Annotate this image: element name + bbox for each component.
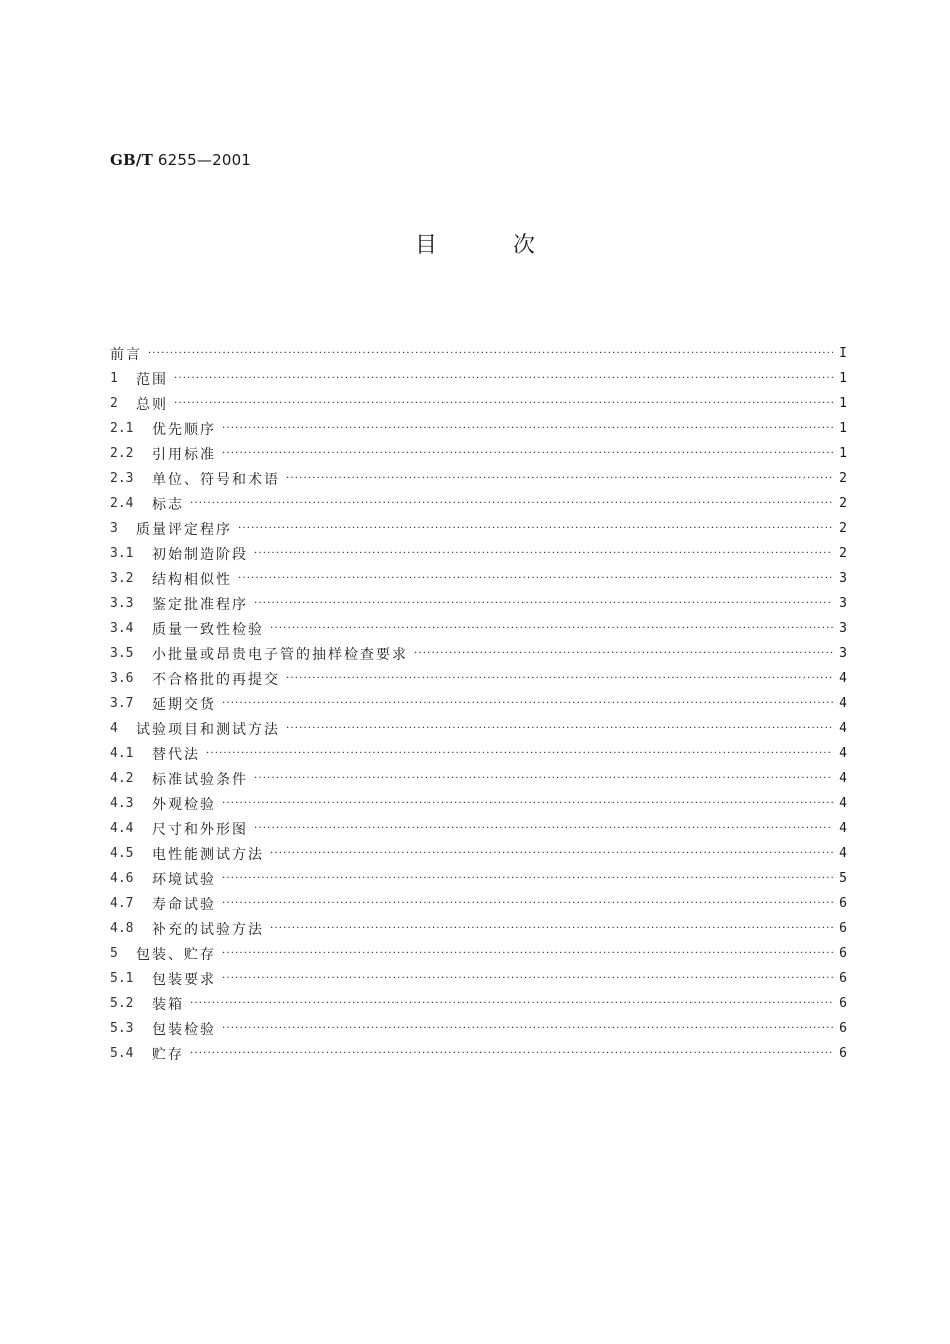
toc-entry[interactable] [110,1041,847,1066]
toc-entry-number: 4.8 [110,921,134,936]
toc-leader-dots [174,398,833,409]
toc-entry-label: 包装、贮存 [136,946,216,963]
toc-entry-page: 2 [839,546,847,561]
toc-entry-label: 总则 [136,396,168,413]
toc-leader-dots [254,598,833,609]
toc-leader-dots [222,698,833,709]
toc-entry-number: 3.7 [110,696,134,711]
toc-leader-dots [190,998,833,1009]
toc-entry[interactable] [110,466,847,491]
toc-entry[interactable] [110,341,847,366]
toc-entry-label: 范围 [136,371,168,388]
toc-leader-dots [254,773,833,784]
toc-entry-label: 环境试验 [152,871,216,888]
toc-entry-page: 4 [839,796,847,811]
toc-entry-number: 2.1 [110,421,134,436]
toc-entry-number: 3 [110,521,118,536]
toc-entry-label: 优先顺序 [152,421,216,438]
toc-leader-dots [222,448,833,459]
toc-entry[interactable] [110,1016,847,1041]
toc-leader-dots [222,873,833,884]
toc-entry-page: 4 [839,721,847,736]
toc-entry-number: 5.4 [110,1046,134,1061]
toc-entry-number: 2.2 [110,446,134,461]
toc-entry-label: 补充的试验方法 [152,921,264,938]
toc-entry-label: 初始制造阶段 [152,546,248,563]
toc-entry-page: 6 [839,996,847,1011]
toc-entry[interactable] [110,566,847,591]
toc-entry-number: 3.4 [110,621,134,636]
toc-entry-number: 3.2 [110,571,134,586]
toc-entry-label: 标准试验条件 [152,771,248,788]
toc-entry-number: 4.1 [110,746,134,761]
toc-entry-label: 质量评定程序 [136,521,232,538]
toc-entry-label: 试验项目和测试方法 [136,721,280,738]
toc-entry[interactable] [110,866,847,891]
toc-entry[interactable] [110,591,847,616]
toc-entry[interactable] [110,691,847,716]
toc-entry-page: 6 [839,1046,847,1061]
toc-entry-page: 1 [839,396,847,411]
toc-entry-number: 1 [110,371,118,386]
toc-entry-page: 3 [839,621,847,636]
toc-entry[interactable] [110,366,847,391]
toc-entry-page: 4 [839,821,847,836]
toc-entry-page: 6 [839,921,847,936]
toc-leader-dots [190,1048,833,1059]
standard-prefix: GB/T [110,151,153,169]
toc-entry-page: 4 [839,771,847,786]
toc-entry[interactable] [110,816,847,841]
toc-entry-label: 包装检验 [152,1021,216,1038]
toc-leader-dots [270,848,833,859]
toc-entry-label: 鉴定批准程序 [152,596,248,613]
toc-entry-label: 结构相似性 [152,571,232,588]
toc-leader-dots [254,823,833,834]
toc-leader-dots [222,973,833,984]
toc-entry[interactable] [110,741,847,766]
toc-entry-page: 6 [839,896,847,911]
toc-entry[interactable] [110,966,847,991]
toc-entry[interactable] [110,766,847,791]
toc-entry-label: 延期交货 [152,696,216,713]
toc-entry-number: 3.3 [110,596,134,611]
toc-leader-dots [238,523,833,534]
toc-entry-label: 外观检验 [152,796,216,813]
toc-entry-page: 4 [839,846,847,861]
toc-entry-number: 3.6 [110,671,134,686]
toc-entry-number: 4 [110,721,118,736]
toc-entry-page: 3 [839,646,847,661]
toc-entry-page: 1 [839,421,847,436]
toc-entry[interactable] [110,541,847,566]
toc-leader-dots [270,923,833,934]
toc-entry[interactable] [110,666,847,691]
toc-entry-number: 2.4 [110,496,134,511]
toc-entry-page: 2 [839,496,847,511]
toc-leader-dots [222,948,833,959]
toc-entry-label: 电性能测试方法 [152,846,264,863]
toc-entry-label: 装箱 [152,996,184,1013]
toc-entry[interactable] [110,941,847,966]
toc-entry-label: 质量一致性检验 [152,621,264,638]
toc-entry-number: 4.2 [110,771,134,786]
toc-entry[interactable] [110,991,847,1016]
toc-entry-label: 不合格批的再提交 [152,671,280,688]
toc-entry-number: 3.5 [110,646,134,661]
toc-entry-label: 前言 [110,346,142,363]
toc-entry[interactable] [110,391,847,416]
toc-entry[interactable] [110,916,847,941]
toc-leader-dots [148,348,833,359]
toc-leader-dots [206,748,833,759]
toc-entry[interactable] [110,841,847,866]
toc-entry[interactable] [110,791,847,816]
page-title: 目次 [414,233,611,258]
toc-entry-label: 标志 [152,496,184,513]
toc-entry-page: 4 [839,746,847,761]
toc-entry-number: 5.1 [110,971,134,986]
toc-leader-dots [222,1023,833,1034]
toc-entry-page: 3 [839,596,847,611]
toc-entry[interactable] [110,616,847,641]
toc-entry[interactable] [110,716,847,741]
toc-entry-label: 小批量或昂贵电子管的抽样检查要求 [152,646,408,663]
toc-entry-page: 6 [839,1021,847,1036]
toc-entry-number: 4.5 [110,846,134,861]
toc-entry-number: 2 [110,396,118,411]
toc-leader-dots [286,473,833,484]
standard-code [110,151,251,169]
toc-entry-page: 2 [839,471,847,486]
toc-leader-dots [190,498,833,509]
toc-entry-label: 包装要求 [152,971,216,988]
toc-entry-label: 替代法 [152,746,200,763]
toc-entry[interactable] [110,441,847,466]
toc-entry[interactable] [110,491,847,516]
toc-entry-label: 贮存 [152,1046,184,1063]
toc-entry-number: 2.3 [110,471,134,486]
toc-entry-number: 4.4 [110,821,134,836]
toc-entry-page: 6 [839,971,847,986]
toc-leader-dots [238,573,833,584]
toc-entry-number: 5.2 [110,996,134,1011]
toc-entry-number: 5 [110,946,118,961]
toc-entry-number: 4.3 [110,796,134,811]
toc-entry-page: 1 [839,446,847,461]
toc-leader-dots [174,373,833,384]
toc-leader-dots [254,548,833,559]
toc-leader-dots [270,623,833,634]
toc-entry[interactable] [110,416,847,441]
toc-entry-label: 引用标准 [152,446,216,463]
toc-entry-number: 4.6 [110,871,134,886]
toc-entry-page: 6 [839,946,847,961]
toc-leader-dots [286,673,833,684]
toc-leader-dots [222,898,833,909]
toc-entry[interactable] [110,891,847,916]
toc-entry-label: 单位、符号和术语 [152,471,280,488]
table-of-contents [110,341,847,1066]
toc-entry-label: 寿命试验 [152,896,216,913]
standard-number: 6255—2001 [157,151,252,169]
toc-entry-number: 3.1 [110,546,134,561]
toc-entry-page: I [839,346,847,361]
toc-entry-page: 4 [839,696,847,711]
toc-entry[interactable] [110,516,847,541]
toc-leader-dots [414,648,833,659]
toc-entry-number: 4.7 [110,896,134,911]
toc-entry-page: 5 [839,871,847,886]
toc-leader-dots [286,723,833,734]
toc-entry[interactable] [110,641,847,666]
toc-entry-number: 5.3 [110,1021,134,1036]
toc-entry-page: 2 [839,521,847,536]
toc-entry-page: 4 [839,671,847,686]
toc-leader-dots [222,798,833,809]
toc-entry-page: 3 [839,571,847,586]
toc-leader-dots [222,423,833,434]
toc-entry-label: 尺寸和外形图 [152,821,248,838]
toc-entry-page: 1 [839,371,847,386]
